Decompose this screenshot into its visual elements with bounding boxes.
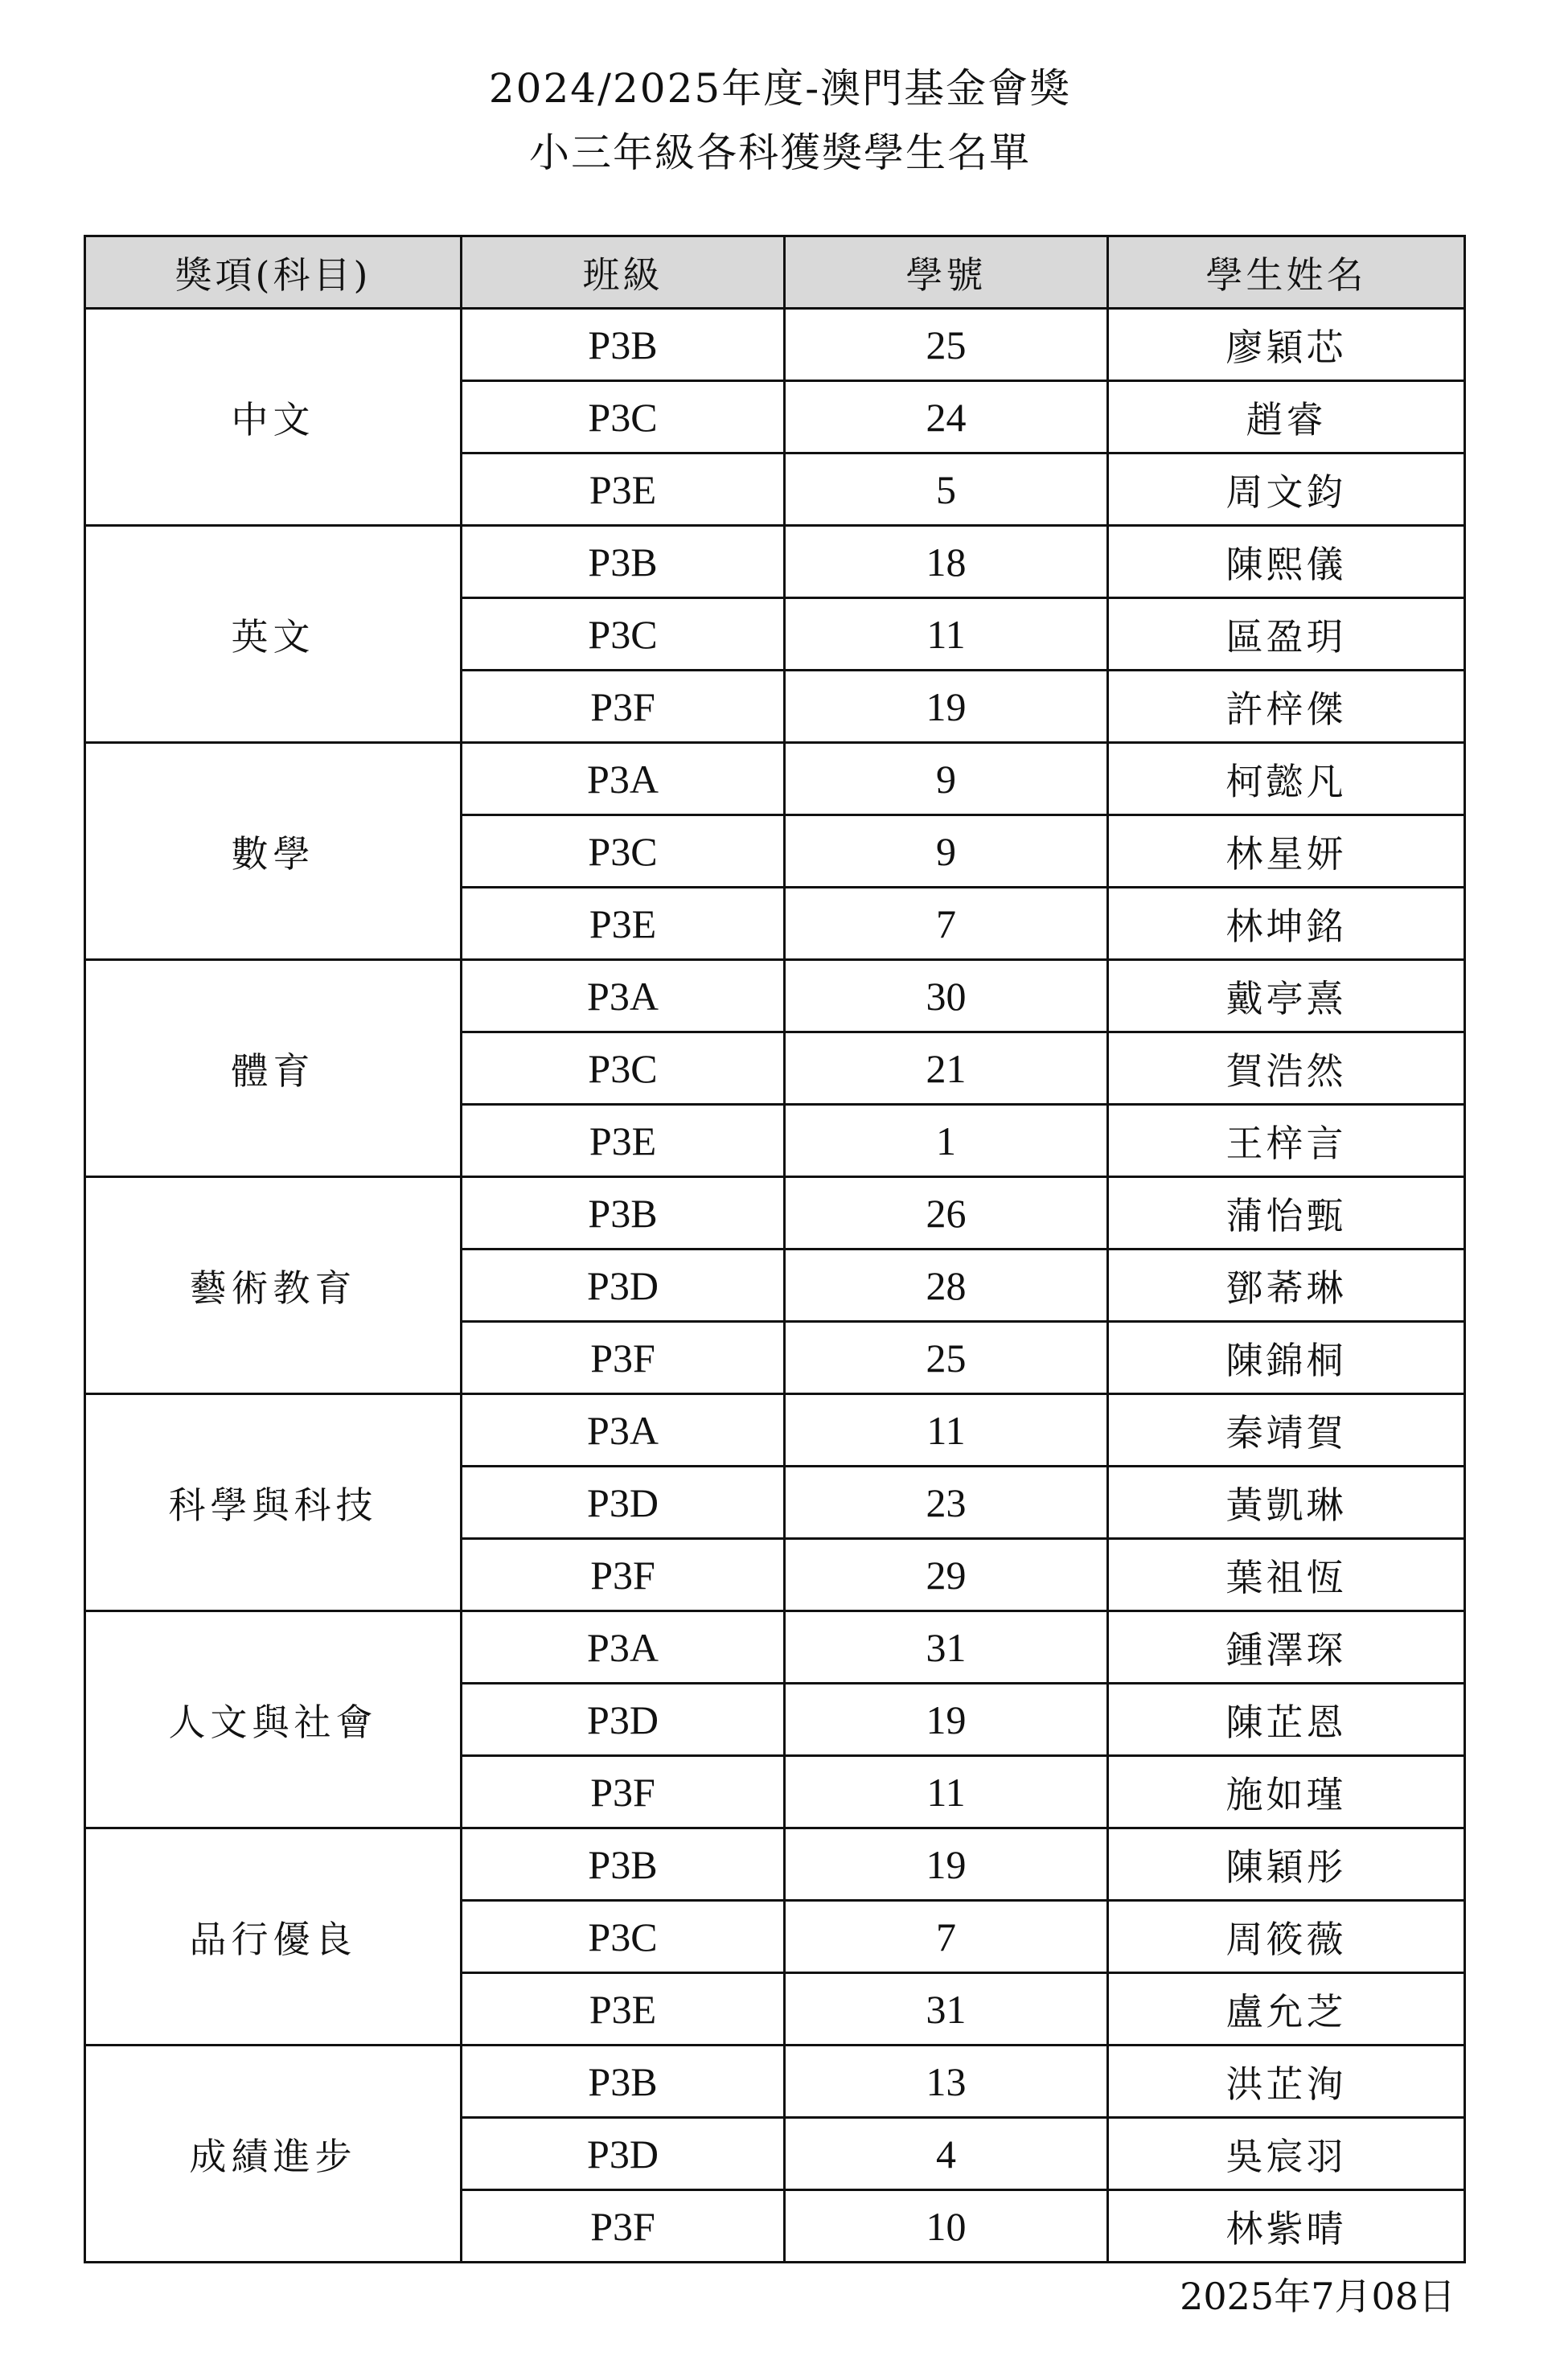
class-cell: P3C <box>462 381 785 453</box>
class-cell: P3C <box>462 1901 785 1973</box>
student-number-cell: 4 <box>785 2118 1108 2190</box>
student-number-cell: 7 <box>785 888 1108 960</box>
student-number-cell: 9 <box>785 743 1108 815</box>
student-name-cell: 戴亭熹 <box>1108 960 1465 1032</box>
header-award: 獎項(科目) <box>85 236 462 309</box>
header-student-number: 學號 <box>785 236 1108 309</box>
class-cell: P3C <box>462 815 785 888</box>
award-subject-cell: 英文 <box>85 526 462 743</box>
class-cell: P3F <box>462 1322 785 1394</box>
student-name-cell: 柯懿凡 <box>1108 743 1465 815</box>
table-header-row <box>85 236 1465 309</box>
student-name-cell: 秦靖賀 <box>1108 1394 1465 1467</box>
class-cell: P3D <box>462 1684 785 1756</box>
table-row <box>85 2046 1465 2118</box>
student-number-cell: 13 <box>785 2046 1108 2118</box>
student-name-cell: 鍾澤琛 <box>1108 1611 1465 1684</box>
class-cell: P3A <box>462 1394 785 1467</box>
student-name-cell: 周文鈞 <box>1108 453 1465 526</box>
award-subject-cell: 人文與社會 <box>85 1611 462 1828</box>
award-subject-cell: 成績進步 <box>85 2046 462 2263</box>
title-line-1: 2024/2025年度-澳門基金會獎 <box>488 65 1072 112</box>
class-cell: P3F <box>462 671 785 743</box>
student-name-cell: 區盈玥 <box>1108 598 1465 671</box>
document-date: 2025年7月08日 <box>1180 2275 1455 2318</box>
class-cell: P3C <box>462 598 785 671</box>
student-number-cell: 11 <box>785 598 1108 671</box>
student-number-cell: 10 <box>785 2190 1108 2263</box>
table-row <box>85 1177 1465 1250</box>
student-name-cell: 許梓傑 <box>1108 671 1465 743</box>
student-name-cell: 王梓言 <box>1108 1105 1465 1177</box>
student-number-cell: 1 <box>785 1105 1108 1177</box>
student-number-cell: 29 <box>785 1539 1108 1611</box>
class-cell: P3F <box>462 1539 785 1611</box>
student-name-cell: 陳熙儀 <box>1108 526 1465 598</box>
student-number-cell: 28 <box>785 1250 1108 1322</box>
student-number-cell: 25 <box>785 1322 1108 1394</box>
student-name-cell: 鄧莃琳 <box>1108 1250 1465 1322</box>
student-number-cell: 30 <box>785 960 1108 1032</box>
table-row <box>85 960 1465 1032</box>
awards-table <box>84 235 1466 2263</box>
student-name-cell: 趙睿 <box>1108 381 1465 453</box>
student-number-cell: 26 <box>785 1177 1108 1250</box>
student-name-cell: 陳芷恩 <box>1108 1684 1465 1756</box>
student-name-cell: 陳穎彤 <box>1108 1828 1465 1901</box>
student-number-cell: 31 <box>785 1973 1108 2046</box>
student-number-cell: 25 <box>785 309 1108 381</box>
student-name-cell: 賀浩然 <box>1108 1032 1465 1105</box>
student-number-cell: 5 <box>785 453 1108 526</box>
table-row <box>85 1828 1465 1901</box>
student-number-cell: 19 <box>785 671 1108 743</box>
class-cell: P3C <box>462 1032 785 1105</box>
class-cell: P3D <box>462 1250 785 1322</box>
student-name-cell: 黃凱琳 <box>1108 1467 1465 1539</box>
award-subject-cell: 品行優良 <box>85 1828 462 2046</box>
student-number-cell: 23 <box>785 1467 1108 1539</box>
table-row <box>85 1611 1465 1684</box>
title-line-2: 小三年級各科獲獎學生名單 <box>529 129 1031 176</box>
class-cell: P3B <box>462 1177 785 1250</box>
header-student-name: 學生姓名 <box>1108 236 1465 309</box>
class-cell: P3E <box>462 1105 785 1177</box>
student-name-cell: 施如瑾 <box>1108 1756 1465 1828</box>
student-name-cell: 洪芷洵 <box>1108 2046 1465 2118</box>
class-cell: P3B <box>462 2046 785 2118</box>
student-name-cell: 林坤銘 <box>1108 888 1465 960</box>
student-number-cell: 11 <box>785 1394 1108 1467</box>
student-name-cell: 林星妍 <box>1108 815 1465 888</box>
class-cell: P3E <box>462 453 785 526</box>
student-name-cell: 陳錦桐 <box>1108 1322 1465 1394</box>
class-cell: P3A <box>462 1611 785 1684</box>
class-cell: P3B <box>462 1828 785 1901</box>
student-number-cell: 7 <box>785 1901 1108 1973</box>
class-cell: P3E <box>462 888 785 960</box>
student-number-cell: 18 <box>785 526 1108 598</box>
award-subject-cell: 中文 <box>85 309 462 526</box>
student-number-cell: 19 <box>785 1828 1108 1901</box>
student-name-cell: 周筱薇 <box>1108 1901 1465 1973</box>
table-body <box>85 309 1465 2263</box>
student-number-cell: 19 <box>785 1684 1108 1756</box>
student-name-cell: 葉祖恆 <box>1108 1539 1465 1611</box>
student-name-cell: 廖穎芯 <box>1108 309 1465 381</box>
student-name-cell: 林紫晴 <box>1108 2190 1465 2263</box>
student-name-cell: 盧允芝 <box>1108 1973 1465 2046</box>
class-cell: P3D <box>462 1467 785 1539</box>
award-subject-cell: 數學 <box>85 743 462 960</box>
student-name-cell: 蒲怡甄 <box>1108 1177 1465 1250</box>
class-cell: P3B <box>462 309 785 381</box>
student-number-cell: 24 <box>785 381 1108 453</box>
class-cell: P3E <box>462 1973 785 2046</box>
table-row <box>85 1394 1465 1467</box>
class-cell: P3D <box>462 2118 785 2190</box>
award-subject-cell: 科學與科技 <box>85 1394 462 1611</box>
student-number-cell: 11 <box>785 1756 1108 1828</box>
class-cell: P3A <box>462 960 785 1032</box>
award-subject-cell: 體育 <box>85 960 462 1177</box>
table-row <box>85 526 1465 598</box>
table-row <box>85 743 1465 815</box>
student-number-cell: 9 <box>785 815 1108 888</box>
header-class: 班級 <box>462 236 785 309</box>
student-number-cell: 21 <box>785 1032 1108 1105</box>
class-cell: P3F <box>462 2190 785 2263</box>
class-cell: P3A <box>462 743 785 815</box>
class-cell: P3F <box>462 1756 785 1828</box>
student-name-cell: 吳宸羽 <box>1108 2118 1465 2190</box>
student-number-cell: 31 <box>785 1611 1108 1684</box>
table-row <box>85 309 1465 381</box>
award-subject-cell: 藝術教育 <box>85 1177 462 1394</box>
class-cell: P3B <box>462 526 785 598</box>
